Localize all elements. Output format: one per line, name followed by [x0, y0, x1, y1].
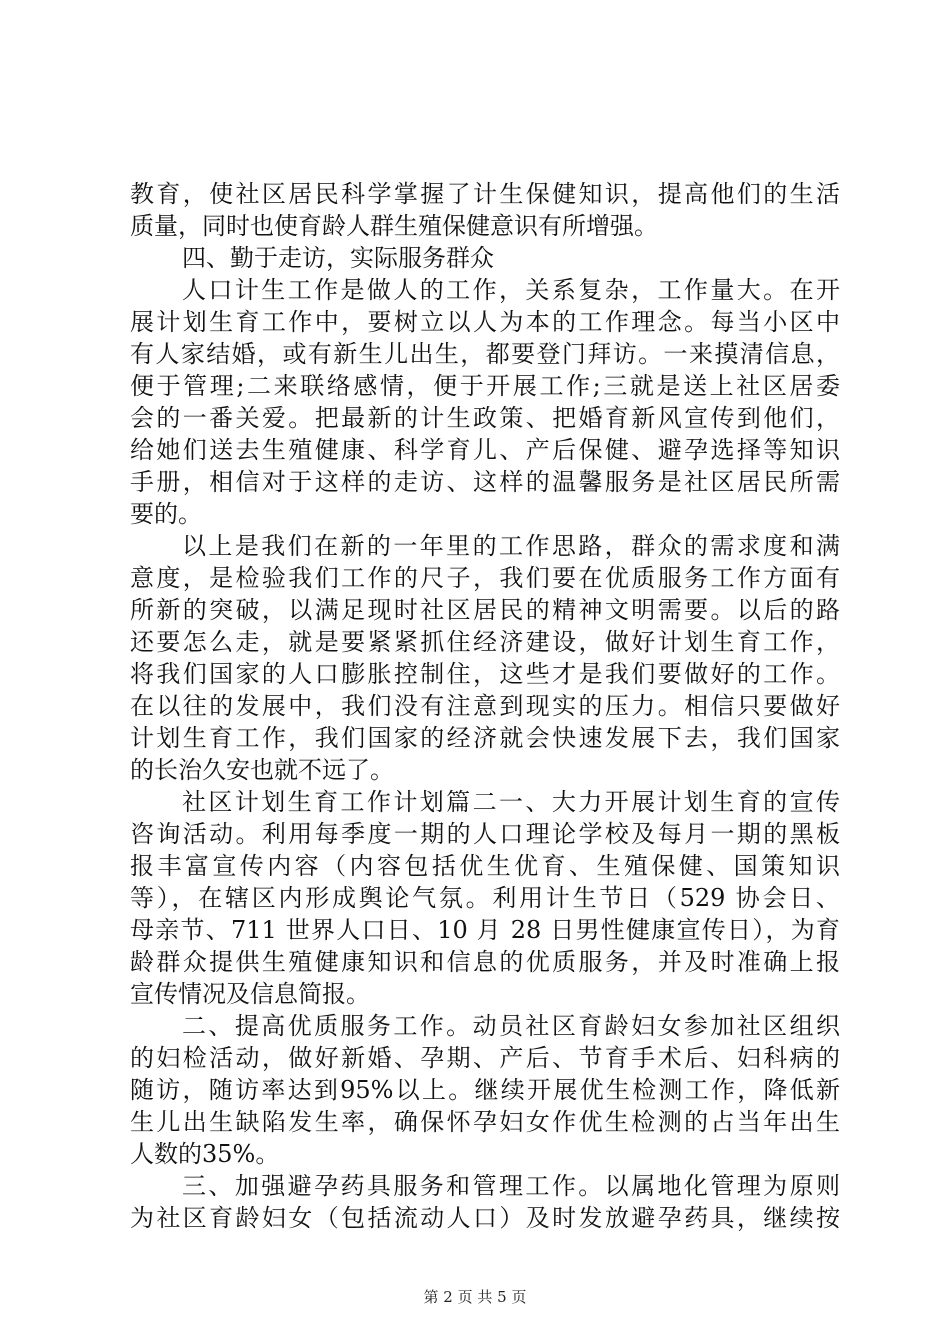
text-line: 便于管理;二来联络感情，便于开展工作;三就是送上社区居委: [130, 372, 840, 400]
text-line: 会的一番关爱。把最新的计生政策、把婚育新风宣传到他们，: [130, 404, 840, 432]
text-line: 将我们国家的人口膨胀控制住，这些才是我们要做好的工作。: [130, 660, 840, 688]
page-number: 第 2 页 共 5 页: [423, 1288, 527, 1306]
text-line: 人口计生工作是做人的工作，关系复杂，工作量大。在开: [182, 276, 840, 304]
text-line: 要的。: [130, 500, 202, 528]
text-line: 教育，使社区居民科学掌握了计生保健知识，提高他们的生活: [130, 180, 840, 208]
text-line: 给她们送去生殖健康、科学育儿、产后保健、避孕选择等知识: [130, 436, 840, 464]
document-body: [130, 178, 840, 1234]
text-line: 还要怎么走，就是要紧紧抓住经济建设，做好计划生育工作，: [130, 628, 840, 656]
text-line: 手册，相信对于这样的走访、这样的温馨服务是社区居民所需: [130, 468, 840, 496]
text-line: 的长治久安也就不远了。: [130, 756, 394, 784]
text-line: 的妇检活动，做好新婚、孕期、产后、节育手术后、妇科病的: [130, 1044, 840, 1072]
text-line: 生儿出生缺陷发生率，确保怀孕妇女作优生检测的占当年出生: [130, 1108, 840, 1136]
text-line: 意度，是检验我们工作的尺子，我们要在优质服务工作方面有: [130, 564, 840, 592]
text-line: 随访，随访率达到95%以上。继续开展优生检测工作，降低新: [130, 1076, 840, 1104]
text-line: 所新的突破，以满足现时社区居民的精神文明需要。以后的路: [130, 596, 840, 624]
text-line: 展计划生育工作中，要树立以人为本的工作理念。每当小区中: [130, 308, 840, 336]
text-line: 计划生育工作，我们国家的经济就会快速发展下去，我们国家: [130, 724, 840, 752]
text-line: 在以往的发展中，我们没有注意到现实的压力。相信只要做好: [130, 692, 840, 720]
text-line: 有人家结婚，或有新生儿出生，都要登门拜访。一来摸清信息，: [130, 340, 840, 368]
text-line: 为社区育龄妇女（包括流动人口）及时发放避孕药具，继续按: [130, 1204, 840, 1232]
text-line: 龄群众提供生殖健康知识和信息的优质服务，并及时准确上报: [130, 948, 840, 976]
text-line: 三、加强避孕药具服务和管理工作。以属地化管理为原则: [182, 1172, 840, 1200]
text-line: 等），在辖区内形成舆论气氛。利用计生节日（529 协会日、: [130, 884, 840, 912]
text-line: 质量，同时也使育龄人群生殖保健意识有所增强。: [130, 212, 658, 240]
text-line: 四、勤于走访，实际服务群众: [182, 244, 494, 272]
text-line: 社区计划生育工作计划篇二一、大力开展计划生育的宣传: [182, 788, 840, 816]
text-line: 以上是我们在新的一年里的工作思路，群众的需求度和满: [182, 532, 840, 560]
text-line: 人数的35%。: [130, 1140, 280, 1168]
page-footer: [0, 1287, 950, 1307]
text-line: 母亲节、711 世界人口日、10 月 28 日男性健康宣传日），为育: [130, 916, 840, 944]
text-line: 宣传情况及信息简报。: [130, 980, 370, 1008]
text-line: 二、提高优质服务工作。动员社区育龄妇女参加社区组织: [182, 1012, 840, 1040]
text-line: 报丰富宣传内容（内容包括优生优育、生殖保健、国策知识: [130, 852, 840, 880]
text-line: 咨询活动。利用每季度一期的人口理论学校及每月一期的黑板: [130, 820, 840, 848]
